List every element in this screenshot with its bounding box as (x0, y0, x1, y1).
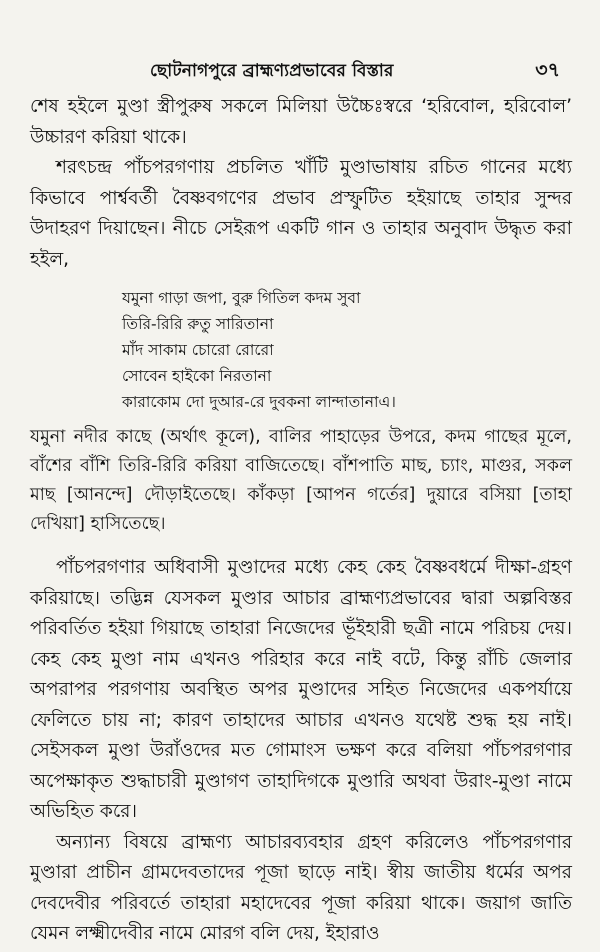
page-number: ৩৭ (535, 59, 560, 81)
page-header (30, 52, 572, 92)
poem-line: মাঁদ সাকাম চোরো রোরো (122, 341, 274, 359)
poem-line: সোবেন হাইকো নিরতানা (122, 367, 272, 385)
paragraph-3: পাঁচপরগণার অধিবাসী মুণ্ডাদের মধ্যে কেহ কেহ বৈষ্ণবধর্মে দীক্ষা-গ্রহণ করিয়াছে। তদ্ভিন্ন যেসকল মুণ্ডার আচার ব্রাহ্মণ্যপ্রভাবের দ্বারা অল্পবিস্তর পরিবর্তিত হইয়া গিয়াছে তাহারা নিজেদের ভূঁইহারী ছত্রী নামে পরিচয় দেয়। কেহ কেহ মুণ্ডা নাম এখনও পরিহার করে নাই বটে, কিন্তু রাঁচি জেলার অপরাপর পরগণায় অবস্থিত অপর মুণ্ডাদের সহিত নিজেদের একপর্যায়ে ফেলিতে চায় না; কারণ তাহাদের আচার এখনও যথেষ্ট শুদ্ধ হয় নাই। সেইসকল মুণ্ডা উরাঁওদের মত গোমাংস ভক্ষণ করে বলিয়া পাঁচপরগণার অপেক্ষাকৃত শুদ্ধাচারী মুণ্ডাগণ তাহাদিগকে মুণ্ডারি অথবা উরাং-মুণ্ডা নামে অভিহিত করে। (30, 557, 572, 822)
paragraph-4: অন্যান্য বিষয়ে ব্রাহ্মণ্য আচারব্যবহার গ্রহণ করিলেও পাঁচপরগণার মুণ্ডারা প্রাচীন গ্রামদেবতাদের পূজা ছাড়ে নাই। স্বীয় জাতীয় ধর্মের অপর দেবদেবীর পরিবর্তে তাহারা মহাদেবের পূজা করিয়া থাকে। জয়াগ জাতি যেমন লক্ষ্মীদেবীর নামে মোরগ বলি দেয়, ইহারাও (30, 831, 572, 944)
poem-line: কারাকোম দো দুআর-রে দুবকনা লান্দাতানাএ। (122, 393, 396, 411)
poem-line: তিরি-রিরি রুতু সারিতানা (122, 315, 274, 333)
paragraph-1: শেষ হইলে মুণ্ডা স্ত্রীপুরুষ সকলে মিলিয়া উচ্চৈঃস্বরে ‘হরিবোল, হরিবোল’ উচ্চারণ করিয়া থাকে। (30, 96, 572, 148)
poem-line: যমুনা গাড়া জপা, বুরু গিতিল কদম সুবা (122, 289, 361, 307)
poem-translation: যমুনা নদীর কাছে (অর্থাৎ কূলে), বালির পাহাড়ের উপরে, কদম গাছের মূলে, বাঁশের বাঁশি তিরি-রিরি করিয়া বাজিতেছে। বাঁশপাতি মাছ, চ্যাং, মাগুর, সকল মাছ [আনন্দে] দৌড়াইতেছে। কাঁকড়া [আপন গর্তের] দুয়ারে বসিয়া [তাহা দেখিয়া] হাসিতেছে। (30, 427, 572, 534)
poem-block (122, 285, 572, 415)
running-title: ছোটনাগপুরে ব্রাহ্মণ্যপ্রভাবের বিস্তার (150, 61, 394, 81)
paragraph-2: শরৎচন্দ্র পাঁচপরগণায় প্রচলিত খাঁটি মুণ্ডাভাষায় রচিত গানের মধ্যে কিভাবে পার্শ্ববর্তী বৈষ্ণবগণের প্রভাব প্রস্ফুটিত হইয়াছে তাহার সুন্দর উদাহরণ দিয়াছেন। নীচে সেইরূপ একটি গান ও তাহার অনুবাদ উদ্ধৃত করা হইল, (30, 157, 572, 270)
